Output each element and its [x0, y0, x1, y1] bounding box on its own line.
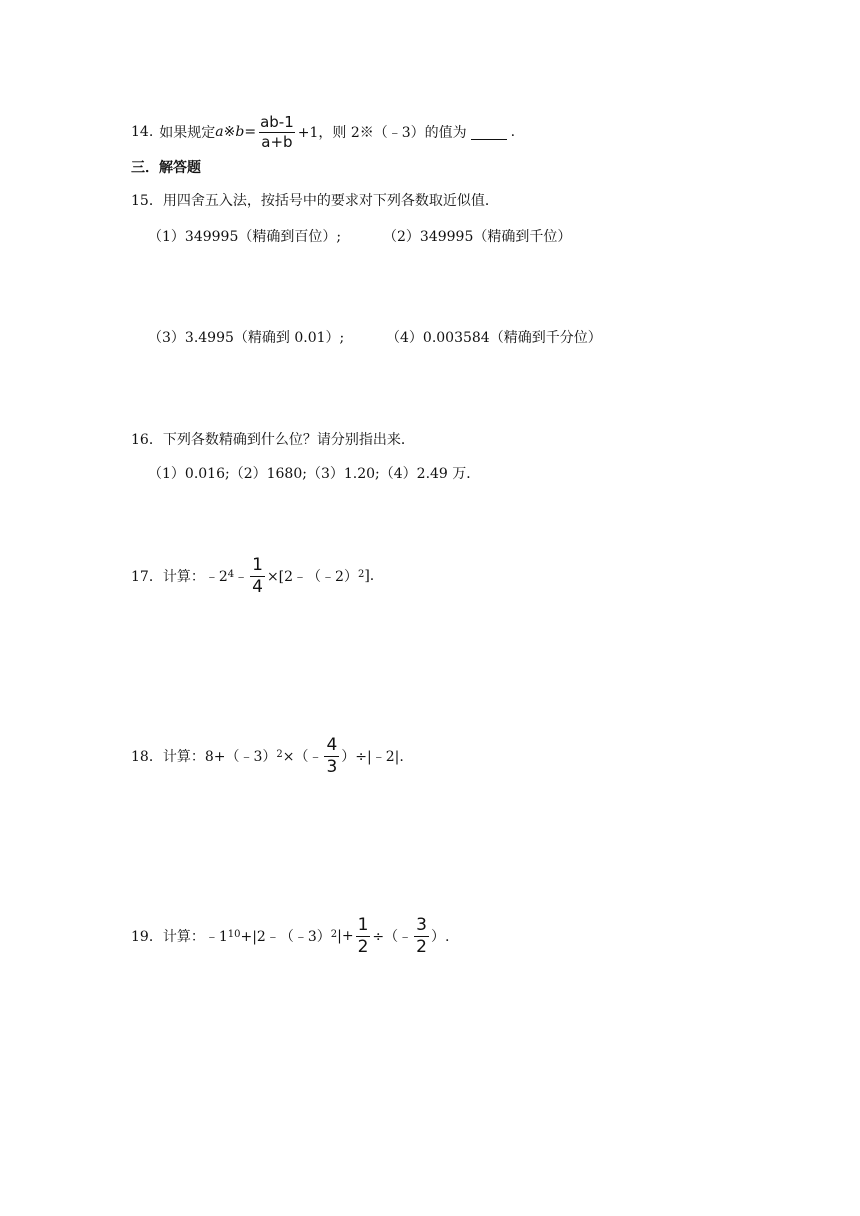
- question-18: [131, 734, 404, 777]
- question-number: 14.: [131, 124, 154, 140]
- fraction-numerator: 1: [252, 554, 263, 575]
- operator: ※: [223, 124, 236, 140]
- q15-part-4: （4）0.003584（精确到千分位）: [386, 330, 602, 346]
- question-14: [131, 114, 515, 150]
- var-b: b: [235, 124, 245, 140]
- fraction-denominator: 3: [326, 756, 338, 777]
- q17-term-a: ﹣2: [204, 569, 228, 585]
- q18-term-a: ×（﹣: [282, 749, 323, 765]
- q19-term-b: |+: [337, 928, 354, 944]
- fraction-denominator: a+b: [261, 132, 293, 151]
- q16-parts: （1）0.016;（2）1680;（3）1.20;（4）2.49 万．: [148, 466, 481, 482]
- period: .: [510, 124, 516, 140]
- q19-term-d: ）.: [430, 929, 450, 945]
- q18-label: 18．计算：8+（﹣3）: [131, 749, 277, 765]
- question-text-rest: +1，则 2※（﹣3）的值为: [297, 125, 467, 141]
- fraction-numerator: 3: [416, 914, 427, 935]
- answer-blank[interactable]: [471, 125, 507, 140]
- question-text: 如果规定: [159, 125, 216, 141]
- fraction: [258, 112, 296, 151]
- q17-fraction: [250, 554, 265, 597]
- fraction-numerator: 4: [326, 734, 338, 755]
- q15-part-2: （2）349995（精确到千位）: [383, 229, 572, 245]
- question-16: 16．下列各数精确到什么位？请分别指出来．: [131, 432, 415, 448]
- q19-fraction-2: [414, 914, 429, 957]
- q17-minus: ﹣: [234, 569, 249, 585]
- q19-label: 19．计算：﹣1: [131, 929, 228, 945]
- q19-exponent-1: 10: [227, 928, 241, 940]
- q17-exponent-2: 2: [357, 568, 365, 580]
- fraction-numerator: 1: [357, 914, 369, 935]
- q19-fraction-1: [356, 914, 371, 957]
- fraction-denominator: 2: [416, 936, 427, 957]
- section-heading: 三．解答题: [131, 160, 201, 176]
- q18-exponent: 2: [276, 748, 283, 760]
- q15-part-1: （1）349995（精确到百位）;: [148, 229, 342, 245]
- fraction-denominator: 4: [252, 576, 263, 597]
- question-19: [131, 914, 450, 957]
- var-a: a: [215, 124, 224, 140]
- q18-term-b: ）÷|﹣2|.: [341, 749, 404, 765]
- q19-exponent-2: 2: [330, 928, 338, 940]
- question-15: 15．用四舍五入法，按括号中的要求对下列各数取近似值．: [131, 193, 499, 209]
- q17-exponent: 4: [227, 568, 235, 580]
- fraction-numerator: ab-1: [260, 112, 294, 131]
- q18-fraction: [324, 734, 339, 777]
- q19-term-a: +|2﹣（﹣3）: [240, 929, 331, 945]
- q15-part-3: （3）3.4995（精确到 0.01）;: [148, 330, 345, 346]
- question-17: [131, 554, 375, 597]
- q19-term-c: ÷（﹣: [372, 929, 413, 945]
- q17-term-c: ×[2﹣（﹣2）: [266, 569, 358, 585]
- fraction-denominator: 2: [357, 936, 369, 957]
- q17-label: 17．计算：: [131, 569, 205, 585]
- q17-term-d: ].: [364, 568, 375, 584]
- equals: =: [244, 124, 257, 140]
